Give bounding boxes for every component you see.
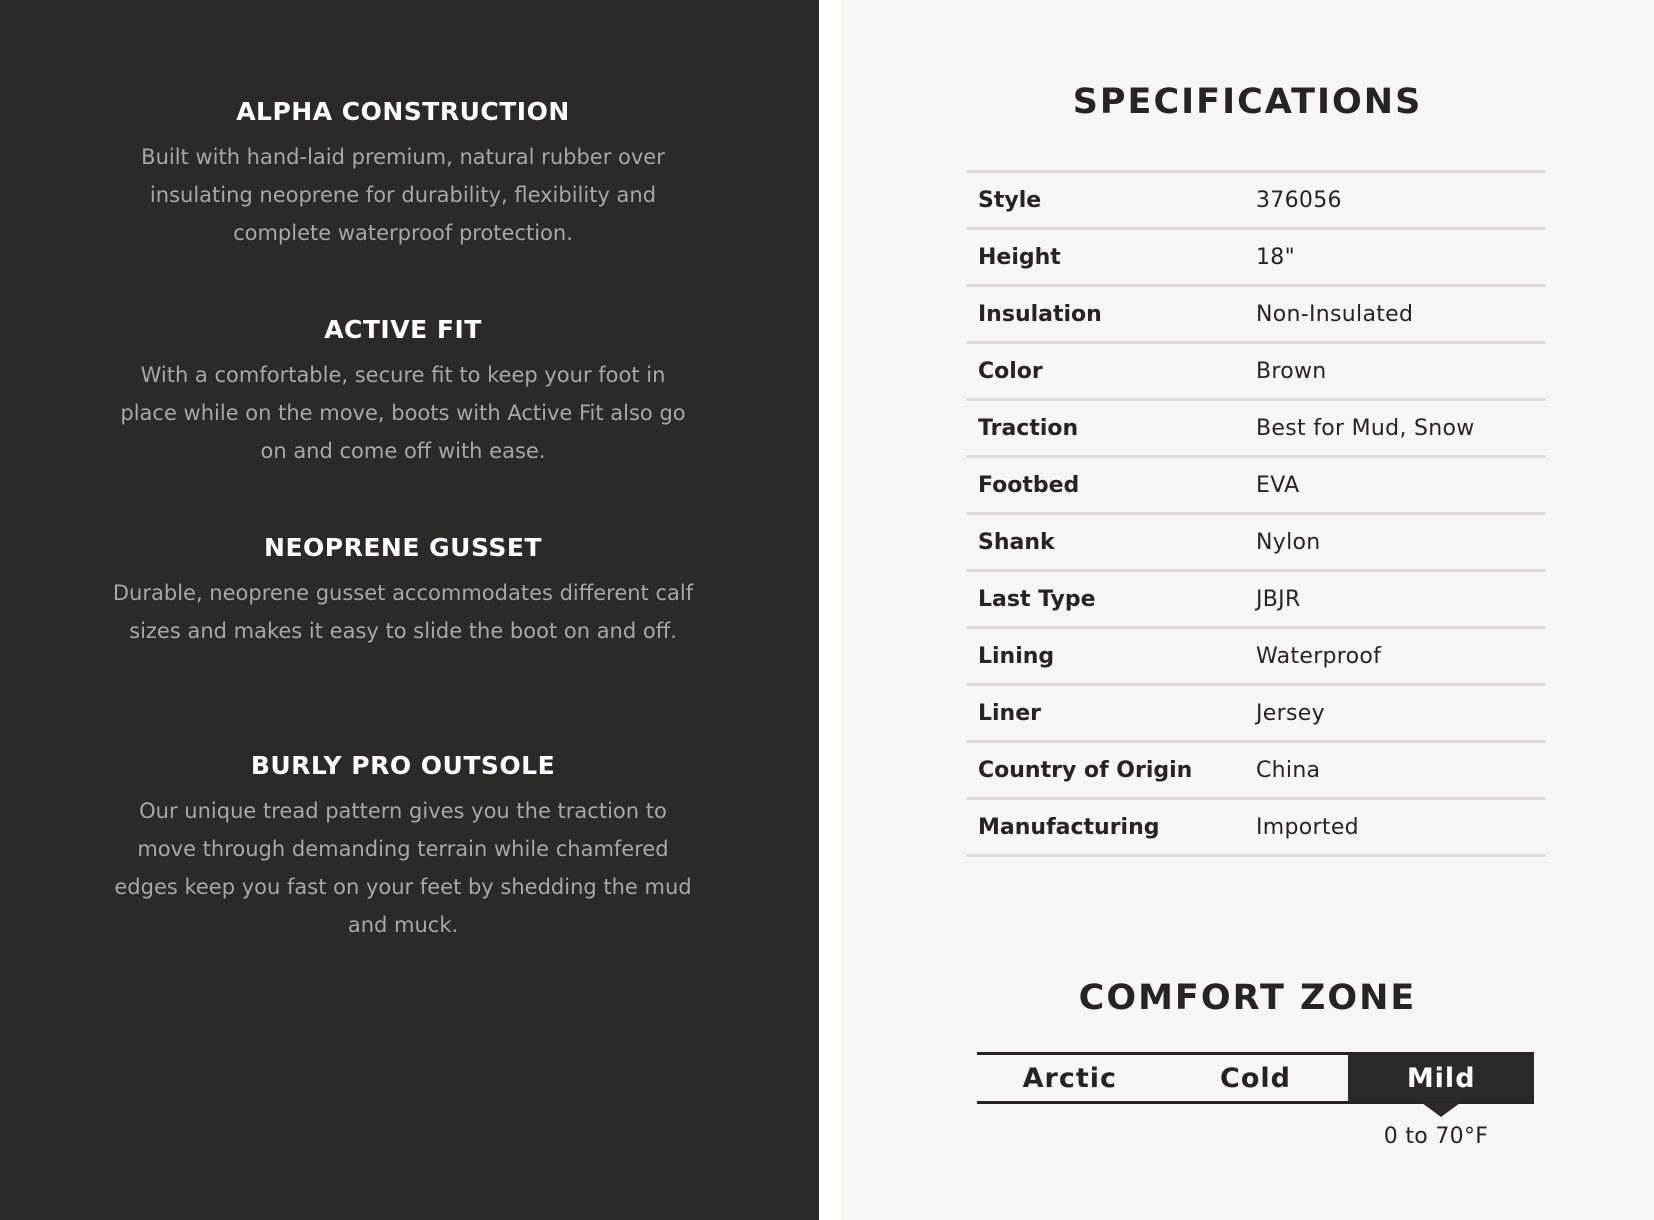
- spec-row-color: [966, 344, 1546, 401]
- spec-row-last-type: [966, 572, 1546, 629]
- pointer-arrow-icon: [1422, 1103, 1460, 1117]
- comfort-zone-scale: [977, 1052, 1534, 1104]
- spec-row-traction: [966, 401, 1546, 458]
- specifications-panel: [841, 0, 1654, 1220]
- comfort-temperature-range: 0 to 70°F: [1383, 1124, 1489, 1149]
- spec-row-insulation: [966, 287, 1546, 344]
- spec-value: 18": [1256, 244, 1296, 270]
- spec-label: Liner: [978, 700, 1041, 726]
- specifications-title: SPECIFICATIONS: [1072, 82, 1423, 122]
- feature-burly-pro-outsole: [103, 746, 703, 944]
- zone-label: Mild: [1406, 1062, 1476, 1094]
- feature-description: Built with hand-laid premium, natural rubber over insulating neoprene for durability, flexibility and complete waterproof protection.: [141, 145, 665, 245]
- spec-label: Shank: [978, 529, 1055, 555]
- spec-row-liner: [966, 686, 1546, 743]
- features-panel: [0, 0, 819, 1220]
- spec-table: [966, 170, 1546, 857]
- spec-value: Waterproof: [1256, 643, 1382, 669]
- spec-value: Brown: [1256, 358, 1327, 384]
- spec-label: Color: [978, 358, 1043, 384]
- spec-label: Footbed: [978, 472, 1080, 498]
- spec-row-country-of-origin: [966, 743, 1546, 800]
- spec-label: Style: [978, 187, 1042, 213]
- spec-label: Height: [978, 244, 1061, 270]
- feature-title: BURLY PRO OUTSOLE: [250, 751, 556, 780]
- spec-label: Manufacturing: [978, 814, 1160, 840]
- spec-value: 376056: [1256, 187, 1342, 213]
- comfort-zone-title: COMFORT ZONE: [1078, 978, 1417, 1018]
- spec-value: JBJR: [1256, 586, 1301, 612]
- feature-title: NEOPRENE GUSSET: [264, 533, 542, 562]
- feature-title: ALPHA CONSTRUCTION: [236, 97, 570, 126]
- spec-value: China: [1256, 757, 1321, 783]
- spec-row-style: [966, 173, 1546, 230]
- spec-label: Traction: [978, 415, 1079, 441]
- spec-value: EVA: [1256, 472, 1300, 498]
- feature-description: With a comfortable, secure fit to keep your foot in place while on the move, boots with Active Fit also go on and come off with ease.: [120, 363, 686, 463]
- zone-arctic: Arctic: [1022, 1062, 1118, 1094]
- spec-value: Jersey: [1256, 700, 1325, 726]
- feature-alpha-construction: [103, 92, 703, 252]
- spec-value: Best for Mud, Snow: [1256, 415, 1475, 441]
- spec-value: Imported: [1256, 814, 1359, 840]
- spec-label: Lining: [978, 643, 1055, 669]
- feature-description: Durable, neoprene gusset accommodates different calf sizes and makes it easy to slide the boot on and off.: [112, 581, 694, 643]
- feature-active-fit: [103, 310, 703, 470]
- spec-row-shank: [966, 515, 1546, 572]
- spec-label: Last Type: [978, 586, 1096, 612]
- feature-description: Our unique tread pattern gives you the traction to move through demanding terrain while chamfered edges keep you fast on your feet by shedding the mud and muck.: [114, 799, 692, 937]
- spec-value: Nylon: [1256, 529, 1321, 555]
- feature-title: ACTIVE FIT: [324, 315, 482, 344]
- spec-label: Insulation: [978, 301, 1102, 327]
- zone-mild-selected: [1348, 1055, 1534, 1101]
- spec-value: Non-Insulated: [1256, 301, 1414, 327]
- spec-row-manufacturing: [966, 800, 1546, 857]
- spec-label: Country of Origin: [978, 757, 1193, 783]
- zone-cold: Cold: [1220, 1062, 1291, 1094]
- spec-row-lining: [966, 629, 1546, 686]
- spec-row-footbed: [966, 458, 1546, 515]
- spec-row-height: [966, 230, 1546, 287]
- feature-neoprene-gusset: [103, 528, 703, 650]
